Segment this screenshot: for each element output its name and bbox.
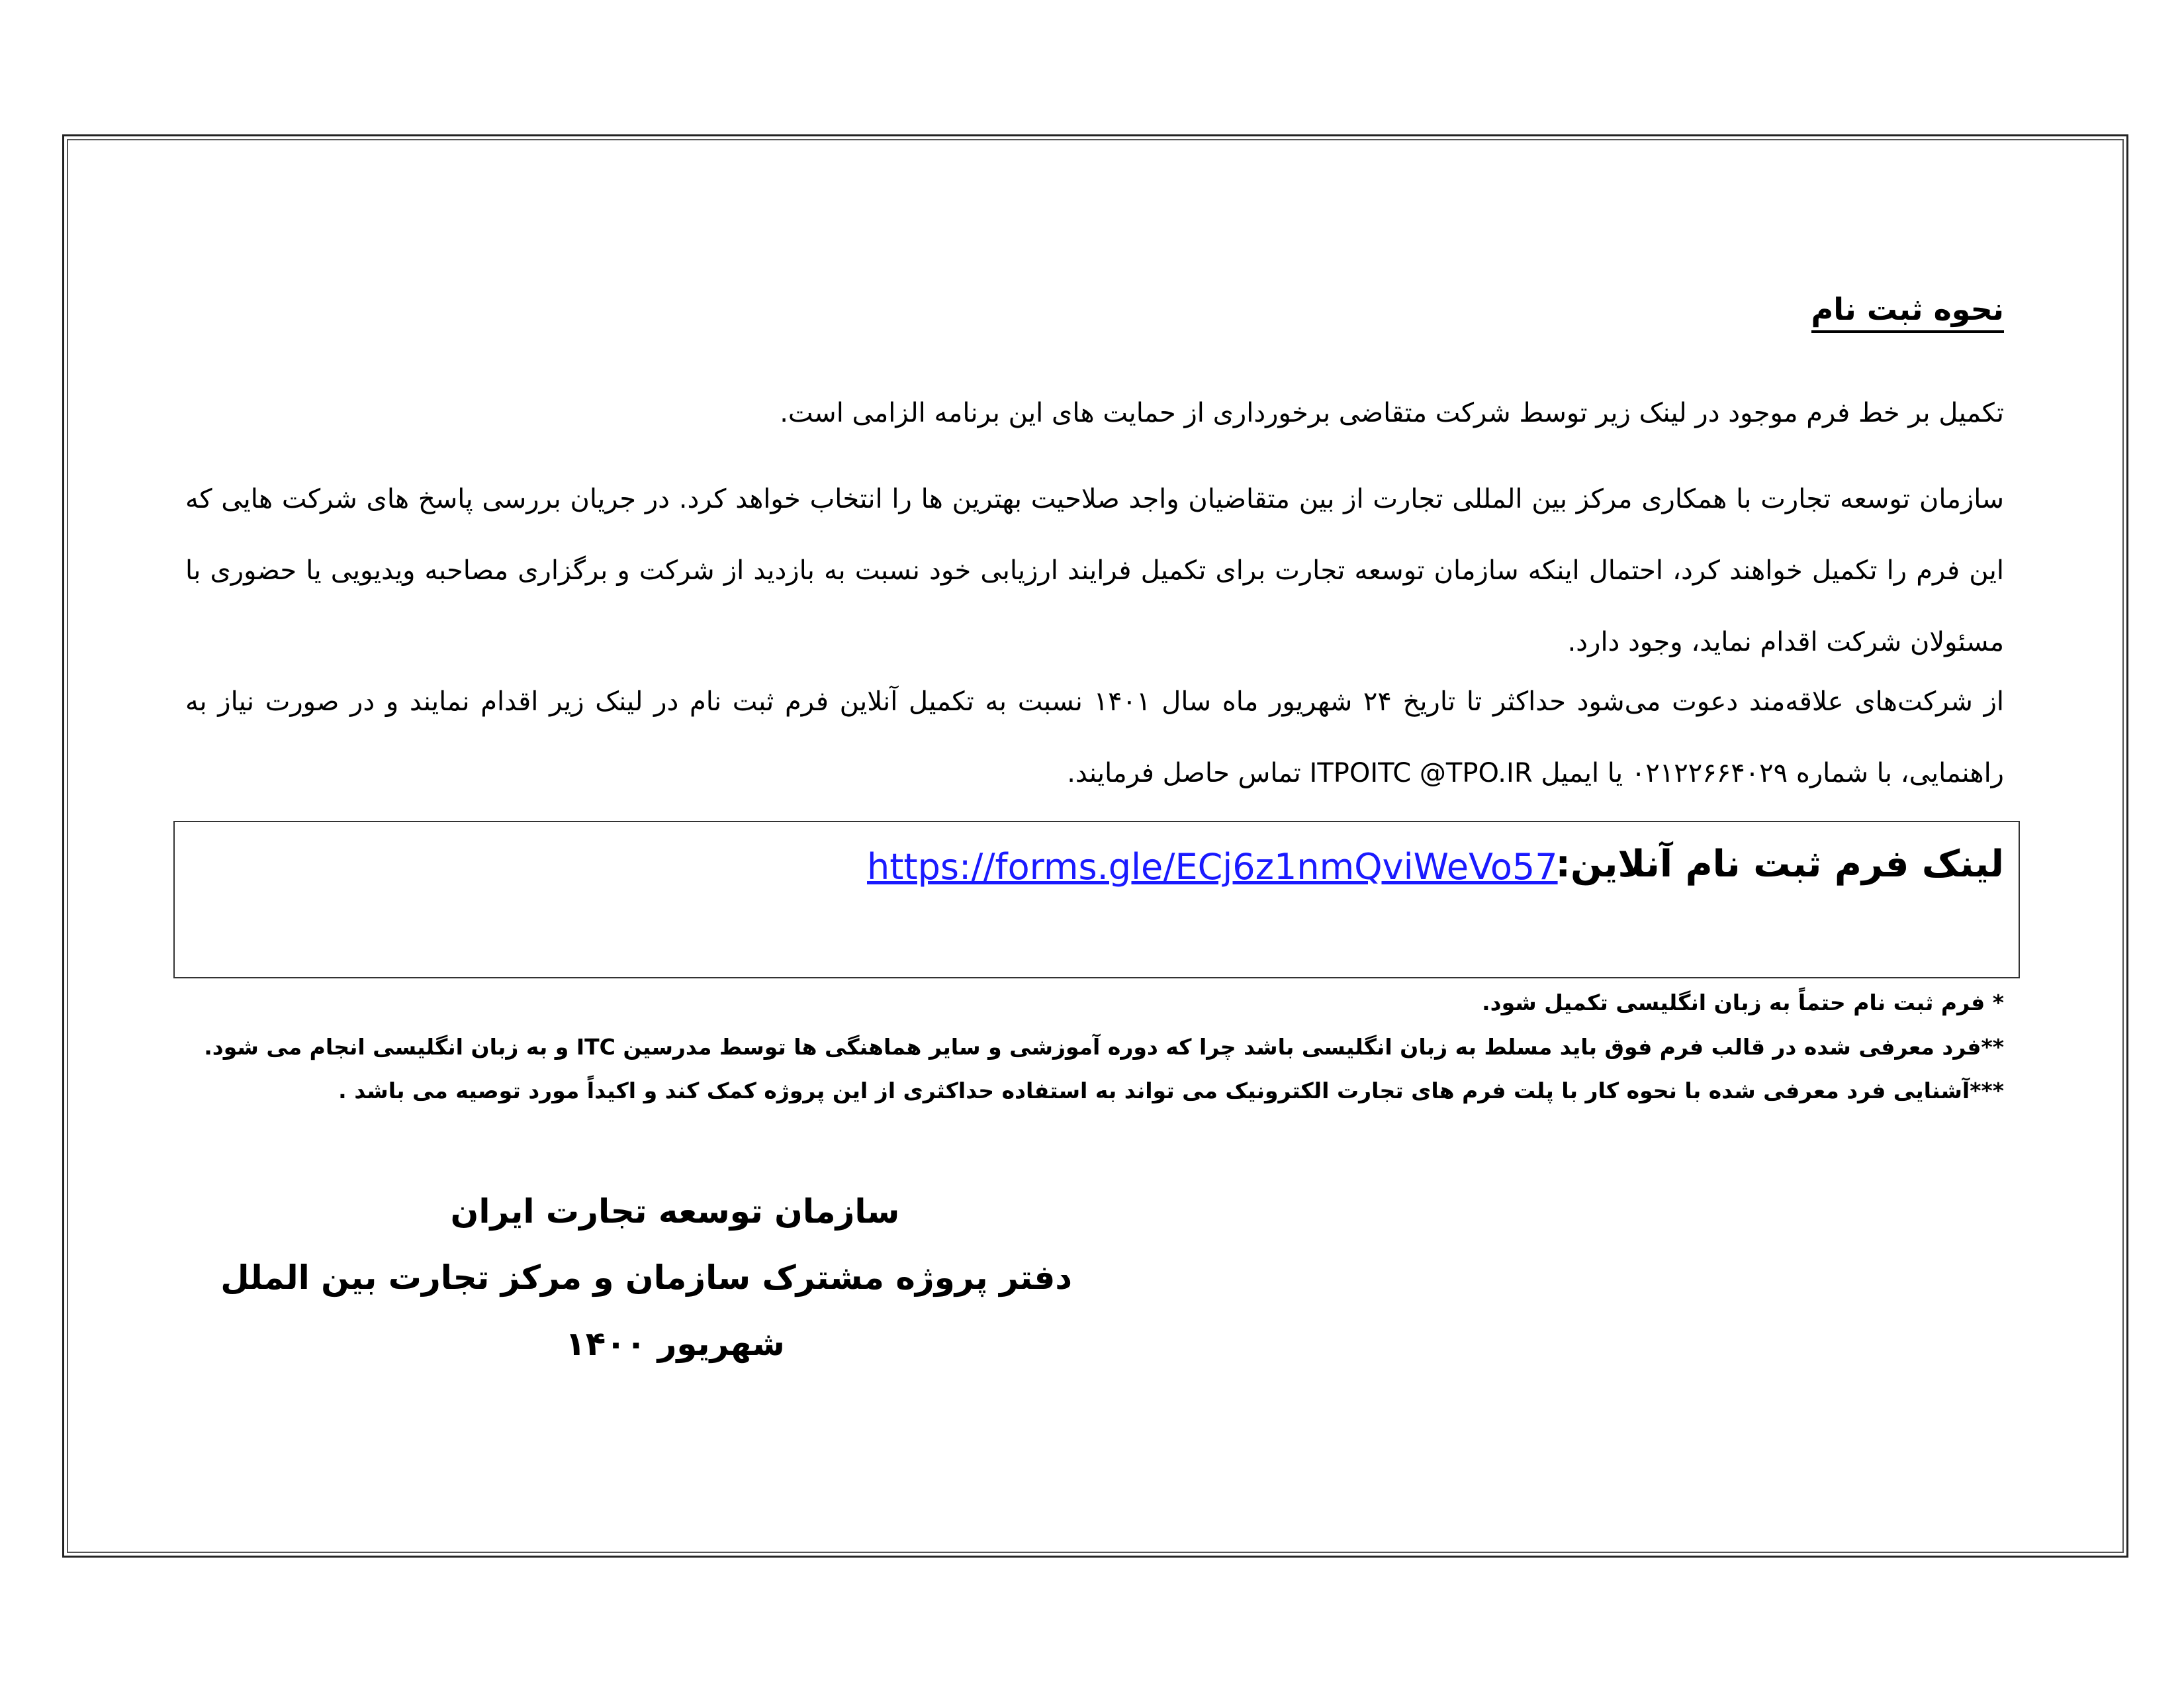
signature-date: شهریور ۱۴۰۰ — [565, 1325, 785, 1363]
section-title: نحوه ثبت نام — [1811, 291, 2004, 333]
signature-organization: سازمان توسعه تجارت ایران — [450, 1192, 900, 1231]
signature-office: دفتر پروژه مشترک سازمان و مرکز تجارت بین الملل — [220, 1258, 1072, 1297]
registration-link-label: لینک فرم ثبت نام آنلاین: — [1555, 843, 2004, 886]
paragraph-requirement: تکمیل بر خط فرم موجود در لینک زیر توسط شرکت متقاضی برخورداری از حمایت های این برنامه الزامی است. — [780, 398, 2004, 428]
paragraph-deadline-contact: از شرکت‌های علاقه‌مند دعوت می‌شود حداکثر تا تاریخ ۲۴ شهریور ماه سال ۱۴۰۱ نسبت به تکمیل آنلاین فرم ثبت نام در لینک زیر اقدام نمایند و در صورت نیاز به راهنمایی، با شماره ۰۲۱۲۲۶۶۴۰۲۹ یا ایمیل ITPOITC @TPO.IR تماس حاصل فرمایند. — [185, 686, 2004, 788]
paragraph-selection-process: سازمان توسعه تجارت با همکاری مرکز بین المللی تجارت از بین متقاضیان واجد صلاحیت بهترین ها را انتخاب خواهد کرد. در جریان بررسی پاسخ های شرکت هایی که این فرم را تکمیل خواهند کرد، احتمال اینکه سازمان توسعه تجارت برای تکمیل فرایند ارزیابی خود نسبت به بازدید از شرکت و برگزاری مصاحبه ویدیویی یا حضوری با مسئولان شرکت اقدام نماید، وجود دارد. — [185, 484, 2004, 657]
note-ecommerce-familiarity: ***آشنایی فرد معرفی شده با نحوه کار با پلت فرم های تجارت الکترونیک می تواند به استفاده حداکثری از این پروژه کمک کند و اکیداً مورد توصیه می باشد . — [338, 1078, 2004, 1103]
note-english-form: * فرم ثبت نام حتماً به زبان انگلیسی تکمیل شود. — [1482, 990, 2004, 1015]
registration-form-link[interactable]: https://forms.gle/ECj6z1nmQviWeVo57 — [867, 846, 1558, 888]
note-english-fluency: **فرد معرفی شده در قالب فرم فوق باید مسلط به زبان انگلیسی باشد چرا که دوره آموزشی و سایر هماهنگی ها توسط مدرسین ITC و به زبان انگلیسی انجام می شود. — [204, 1034, 2004, 1060]
